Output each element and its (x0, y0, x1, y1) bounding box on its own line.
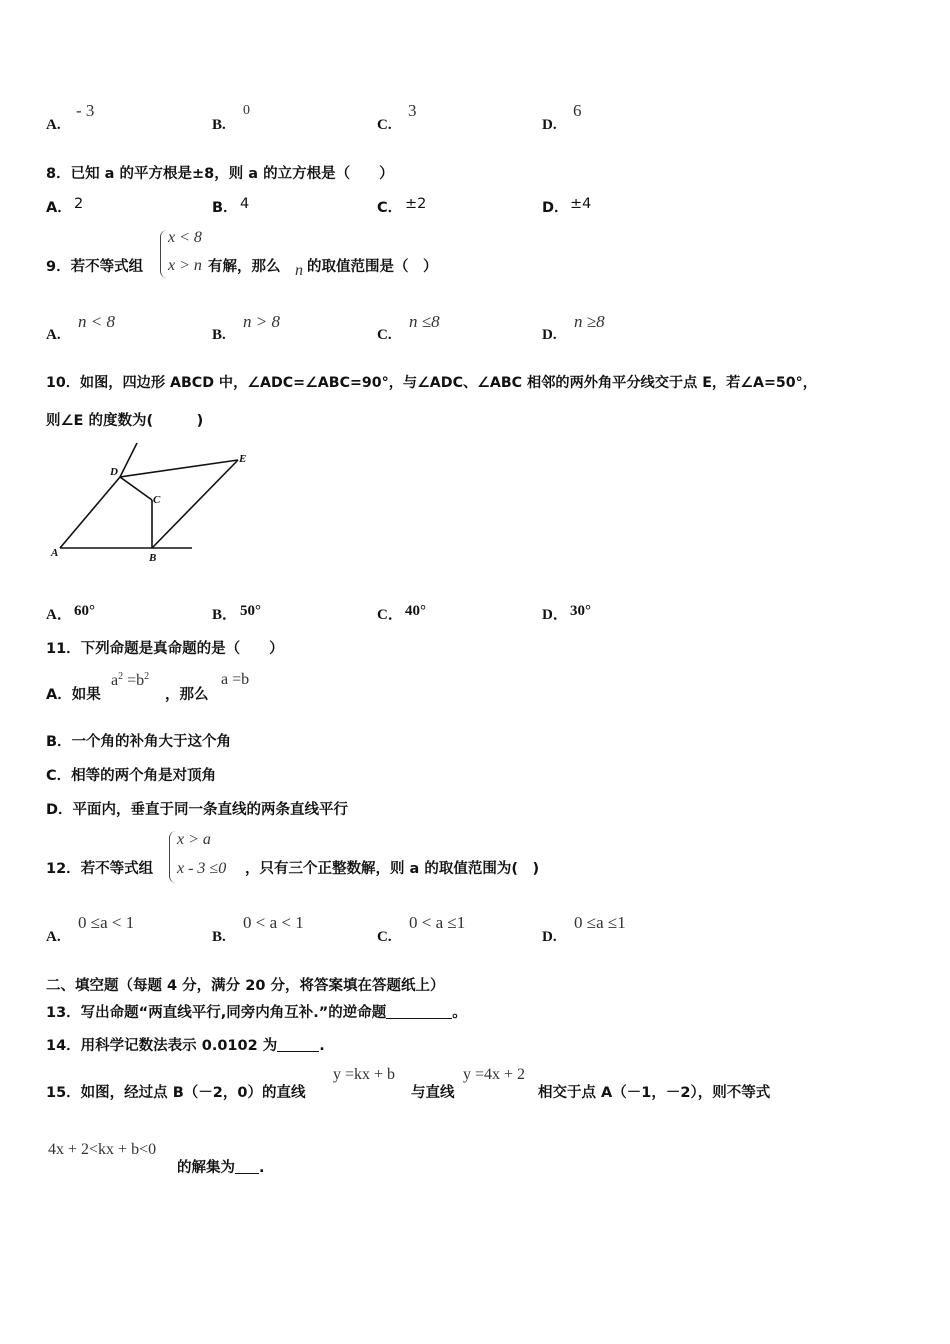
q10-option-d-value: 30° (570, 603, 591, 619)
q9-option-c-label: C. (377, 327, 392, 343)
q13 (46, 1001, 467, 1022)
point-d-label: D (110, 466, 118, 478)
q8-stem: 8．已知 a 的平方根是±8，则 a 的立方根是（ ） (46, 166, 394, 182)
q11-option-a-mid: ，那么 (165, 687, 209, 703)
q15-ending-text: 的解集为 (177, 1160, 235, 1176)
q12-option-d-label: D. (542, 929, 557, 945)
math-base: a (111, 672, 119, 689)
q9-system-line2: x > n (168, 257, 202, 274)
line-be (152, 460, 238, 548)
q8-option-c-label: C． (377, 200, 403, 216)
q11-option-d: D．平面内，垂直于同一条直线的两条直线平行 (46, 802, 349, 818)
q8-option-b-label: B． (212, 200, 238, 216)
q13-answer-blank (386, 1005, 452, 1019)
q12-stem-suffix: ，只有三个正整数解，则 a 的取值范围为( ) (245, 861, 540, 877)
q12-system-line1: x > a (177, 831, 211, 848)
q9-stem-prefix: 9．若不等式组 (46, 259, 144, 275)
q10-option-d-label: D． (542, 607, 568, 623)
q10-option-b-value: 50° (240, 603, 261, 619)
q15-stem-prefix: 15．如图，经过点 B（－2，0）的直线 (46, 1085, 306, 1101)
line-dc (120, 477, 152, 500)
q15-math-line2: y =4x + 2 (463, 1066, 526, 1083)
q10-stem-line1: 10．如图，四边形 ABCD 中，∠ADC=∠ABC=90°，与∠ADC、∠ABC 相邻的两外角平分线交于点 E，若∠A=50°， (46, 375, 817, 391)
q13-stem: 13．写出命题“两直线平行,同旁内角互补.”的逆命题 (46, 1005, 387, 1021)
q10-stem-line2: 则∠E 的度数为( ) (46, 413, 204, 429)
q9-option-b-label: B. (212, 327, 226, 343)
q8-option-c-value: ±2 (405, 196, 427, 212)
q8-option-a-value: 2 (74, 196, 84, 212)
q9-option-d-value: n ≥8 (574, 312, 605, 331)
q10-option-c-value: 40° (405, 603, 426, 619)
q12-option-a-label: A. (46, 929, 61, 945)
point-c-label: C (153, 494, 161, 506)
q12-option-d-value: 0 ≤a ≤1 (574, 913, 626, 932)
q9-option-a-value: n < 8 (78, 312, 115, 331)
q7-option-d-label: D. (542, 117, 557, 133)
q12-option-c-label: C. (377, 929, 392, 945)
q11-option-a-math1 (111, 671, 149, 690)
q11-option-c: C．相等的两个角是对顶角 (46, 768, 217, 784)
q8-option-d-value: ±4 (570, 196, 592, 212)
q7-option-c-label: C. (377, 117, 392, 133)
q12-option-b-value: 0 < a < 1 (243, 913, 304, 932)
section-2-heading: 二、填空题（每题 4 分，满分 20 分，将答案填在答题纸上） (46, 978, 445, 994)
q9-stem-mid: 有解，那么 (208, 259, 281, 275)
q14-stem: 14．用科学记数法表示 0.0102 为 (46, 1038, 278, 1054)
q15-answer-blank (235, 1160, 259, 1174)
q9-var-n: n (295, 262, 303, 279)
q8-option-b-value: 4 (240, 196, 250, 212)
q10-option-c-label: C． (377, 607, 403, 623)
math-mid: =b (123, 672, 145, 689)
q10-figure (40, 440, 270, 575)
q12-option-b-label: B. (212, 929, 226, 945)
q9-system-line1: x < 8 (168, 229, 202, 246)
q15-math-line1: y =kx + b (333, 1066, 396, 1083)
q15-ending (177, 1156, 265, 1177)
line-d-extension (120, 443, 137, 477)
point-a-label: A (51, 547, 59, 559)
q14 (46, 1034, 325, 1055)
q15-stem-mid: 与直线 (411, 1085, 455, 1101)
q12-stem-prefix: 12．若不等式组 (46, 861, 154, 877)
q11-option-a-label: A．如果 (46, 687, 101, 703)
q14-answer-blank (277, 1038, 319, 1052)
q11-option-a-math2: a =b (221, 671, 250, 688)
q10-option-a-value: 60° (74, 603, 95, 619)
math-exponent: 2 (118, 671, 124, 682)
q11-stem: 11．下列命题是真命题的是（ ） (46, 641, 284, 657)
q10-option-a-label: A． (46, 607, 72, 623)
q15-end: . (259, 1160, 265, 1176)
q13-end: 。 (452, 1005, 467, 1021)
q10-option-b-label: B． (212, 607, 238, 623)
q14-end: . (319, 1038, 325, 1054)
q7-option-b-value: 0 (243, 103, 250, 118)
q15-stem-suffix: 相交于点 A（－1，－2），则不等式 (538, 1085, 771, 1101)
q9-stem-suffix: 的取值范围是（ ） (307, 259, 438, 275)
q12-option-a-value: 0 ≤a < 1 (78, 913, 135, 932)
q12-option-c-value: 0 < a ≤1 (409, 913, 466, 932)
q9-option-d-label: D. (542, 327, 557, 343)
line-ad (60, 477, 120, 548)
q8-option-d-label: D． (542, 200, 569, 216)
q9-option-c-value: n ≤8 (409, 312, 440, 331)
point-b-label: B (149, 552, 157, 564)
point-e-label: E (239, 453, 247, 465)
q7-option-a-label: A. (46, 117, 61, 133)
q9-system-brace (160, 230, 167, 278)
q12-system-brace (169, 831, 176, 883)
q15-inequality: 4x + 2<kx + b<0 (48, 1141, 157, 1158)
q7-option-a-value: - 3 (76, 101, 95, 120)
q12-system-line2: x - 3 ≤0 (177, 860, 227, 877)
q8-option-a-label: A． (46, 200, 72, 216)
math-exponent-2: 2 (144, 671, 150, 682)
q7-option-b-label: B. (212, 117, 226, 133)
q9-option-a-label: A. (46, 327, 61, 343)
q7-option-d-value: 6 (573, 101, 582, 120)
q9-option-b-value: n > 8 (243, 312, 280, 331)
q11-option-b: B．一个角的补角大于这个角 (46, 734, 232, 750)
q7-option-c-value: 3 (408, 101, 417, 120)
line-de (120, 460, 238, 477)
